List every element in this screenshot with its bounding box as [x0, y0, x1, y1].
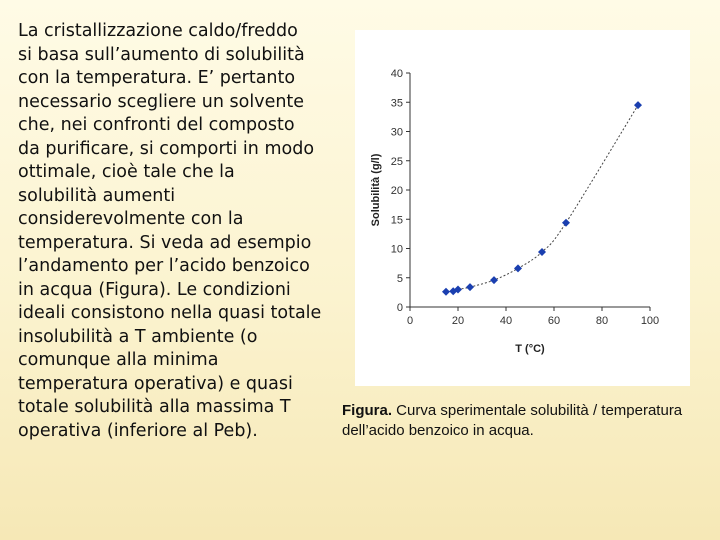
body-paragraph: La cristallizzazione caldo/freddo si basa sull’aumento di solubilità con la temperatura. E’ pertanto necessario scegliere un solvente che, nei confronti del composto da purificare, si comporti in modo ottimale, cioè tale che la solubilità aumenti considerevolmente con la temperatura. Si veda ad esempio l’andamento per l’acido benzoico in acqua (Figura). Le condizioni ideali consistono nella quasi totale insolubilità a T ambiente (o comunque alla minima temperatura operativa) e quasi totale solubilità alla massima T operativa (inferiore al Peb). — [18, 21, 322, 441]
x-tick-label: 40 — [499, 315, 513, 327]
data-point — [514, 264, 522, 272]
y-axis-title: Solubilità (g/l) — [370, 153, 382, 227]
caption-text: Curva sperimentale solubilità / temperatura dell’acido benzoico in acqua. — [342, 402, 683, 439]
x-tick-label: 80 — [595, 315, 609, 327]
y-tick-label: 15 — [390, 214, 403, 227]
x-tick-label: 0 — [406, 315, 414, 327]
x-tick-label: 20 — [451, 315, 465, 327]
y-tick-label: 35 — [390, 97, 403, 110]
y-tick-label: 5 — [396, 272, 403, 285]
y-tick-label: 20 — [390, 185, 403, 197]
solubility-chart — [355, 30, 690, 386]
y-tick-label: 25 — [390, 155, 403, 168]
y-tick-label: 0 — [396, 302, 403, 314]
trend-curve — [446, 105, 638, 292]
y-tick-label: 10 — [390, 243, 403, 256]
y-tick-label: 40 — [390, 68, 403, 80]
data-point — [490, 276, 498, 284]
chart-canvas — [355, 30, 690, 386]
caption-label: Figura. — [342, 402, 393, 419]
y-tick-label: 30 — [390, 126, 403, 139]
x-axis-title: T (°C) — [515, 343, 545, 355]
data-point — [562, 219, 570, 227]
figure-caption — [342, 401, 712, 441]
data-point — [634, 101, 642, 109]
x-tick-label: 60 — [547, 315, 561, 327]
x-tick-label: 100 — [640, 315, 660, 327]
data-point — [442, 288, 450, 296]
data-point — [466, 283, 474, 291]
